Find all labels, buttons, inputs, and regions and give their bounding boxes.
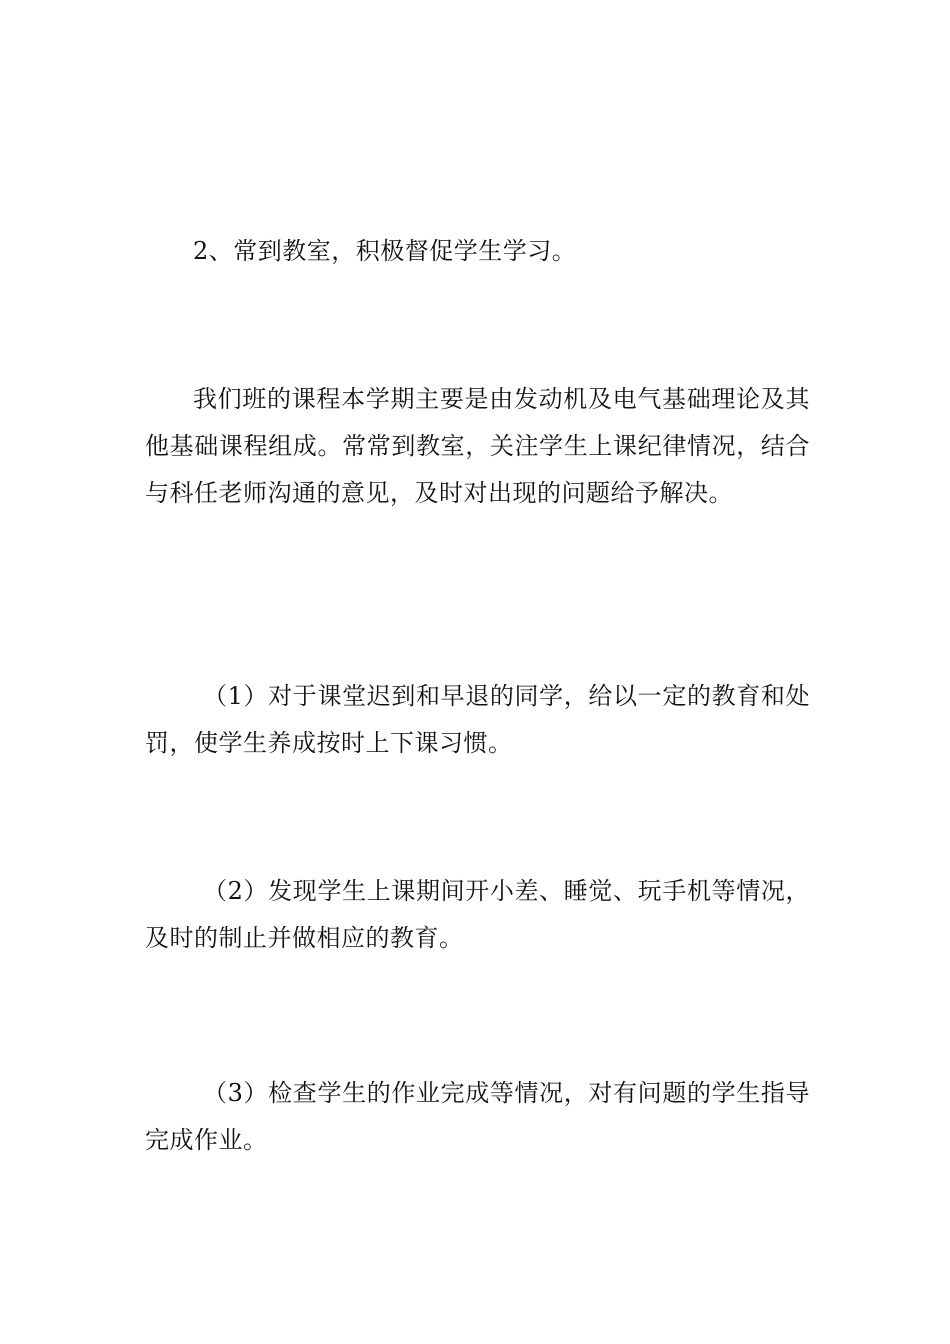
paragraph-item-2: （2）发现学生上课期间开小差、睡觉、玩手机等情况，及时的制止并做相应的教育。 xyxy=(145,877,810,952)
paragraph-item-3: （3）检查学生的作业完成等情况，对有问题的学生指导完成作业。 xyxy=(145,1079,810,1154)
paragraph-heading-2: 2、常到教室，积极督促学生学习。 xyxy=(193,237,577,265)
paragraph-item-1: （1）对于课堂迟到和早退的同学，给以一定的教育和处罚，使学生养成按时上下课习惯。 xyxy=(145,682,810,757)
paragraph-course-overview: 我们班的课程本学期主要是由发动机及电气基础理论及其他基础课程组成。常常到教室，关注学生上课纪律情况，结合与科任老师沟通的意见，及时对出现的问题给予解决。 xyxy=(145,385,810,507)
